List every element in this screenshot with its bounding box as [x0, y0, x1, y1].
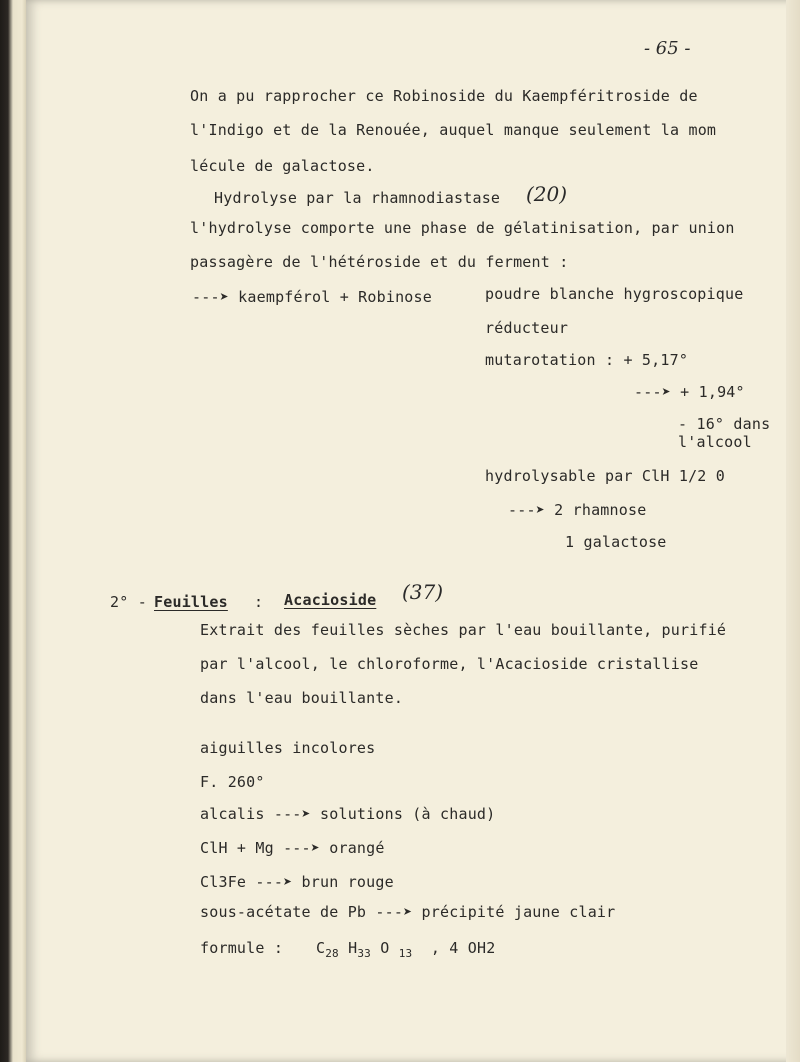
hydrolysis-product-2: 1 galactose	[565, 533, 667, 551]
section-2-compound: Acacioside	[284, 591, 377, 609]
reference-20: (20)	[526, 182, 568, 206]
property-hydrolysable: hydrolysable par ClH 1/2 0	[485, 467, 725, 485]
property-item: Cl3Fe ---➤ brun rouge	[200, 873, 394, 891]
property-item: alcalis ---➤ solutions (à chaud)	[200, 805, 496, 823]
text-line-3: lécule de galactose.	[190, 157, 375, 175]
property-powder: poudre blanche hygroscopique	[485, 285, 744, 303]
formula-oxygen-count: 13	[398, 947, 413, 960]
reference-37: (37)	[402, 580, 444, 604]
formula-oxygen: O	[380, 939, 390, 957]
text-line-6: passagère de l'hétéroside et du ferment :	[190, 253, 569, 271]
property-item: F. 260°	[200, 773, 265, 791]
property-mutarotation: mutarotation : + 5,17°	[485, 351, 689, 369]
mutarotation-step-2: - 16° dans	[678, 415, 771, 433]
text-line-2: l'Indigo et de la Renouée, auquel manque seulement la mom	[190, 121, 717, 139]
property-item: ClH + Mg ---➤ orangé	[200, 839, 385, 857]
hydrolysis-product-1: ---➤ 2 rhamnose	[508, 501, 647, 519]
formula	[316, 938, 495, 964]
formula-label: formule :	[200, 939, 284, 957]
formula-carbon: C	[316, 939, 326, 957]
formula-carbon-count: 28	[325, 947, 339, 960]
reaction-products: ---➤ kaempférol + Robinose	[192, 288, 432, 306]
mutarotation-solvent: l'alcool	[678, 433, 752, 451]
document-page	[26, 0, 800, 1062]
hydrolysis-heading: Hydrolyse par la rhamnodiastase	[214, 189, 501, 207]
property-item: sous-acétate de Pb ---➤ précipité jaune clair	[200, 903, 616, 921]
property-item: aiguilles incolores	[200, 739, 376, 757]
formula-hydrogen-count: 33	[357, 947, 372, 960]
text-line-1: On a pu rapprocher ce Robinoside du Kaempféritroside de	[190, 87, 698, 105]
property-reducing: réducteur	[485, 319, 569, 337]
formula-hydrogen: H	[348, 939, 358, 957]
section-2-paragraph-2: par l'alcool, le chloroforme, l'Acacioside cristallise	[200, 655, 699, 673]
page-right-edge	[786, 0, 800, 1062]
section-2-paragraph-1: Extrait des feuilles sèches par l'eau bouillante, purifié	[200, 621, 727, 639]
section-2-separator: :	[254, 593, 264, 611]
section-2-number: 2° -	[110, 593, 147, 611]
text-line-5: l'hydrolyse comporte une phase de gélatinisation, par union	[190, 219, 735, 237]
mutarotation-step-1: ---➤ + 1,94°	[634, 383, 745, 401]
section-2-paragraph-3: dans l'eau bouillante.	[200, 689, 404, 707]
page-number: - 65 -	[644, 38, 691, 59]
section-2-title: Feuilles	[154, 593, 228, 611]
formula-water: , 4 OH2	[430, 939, 496, 957]
scan-left-edge	[0, 0, 26, 1062]
